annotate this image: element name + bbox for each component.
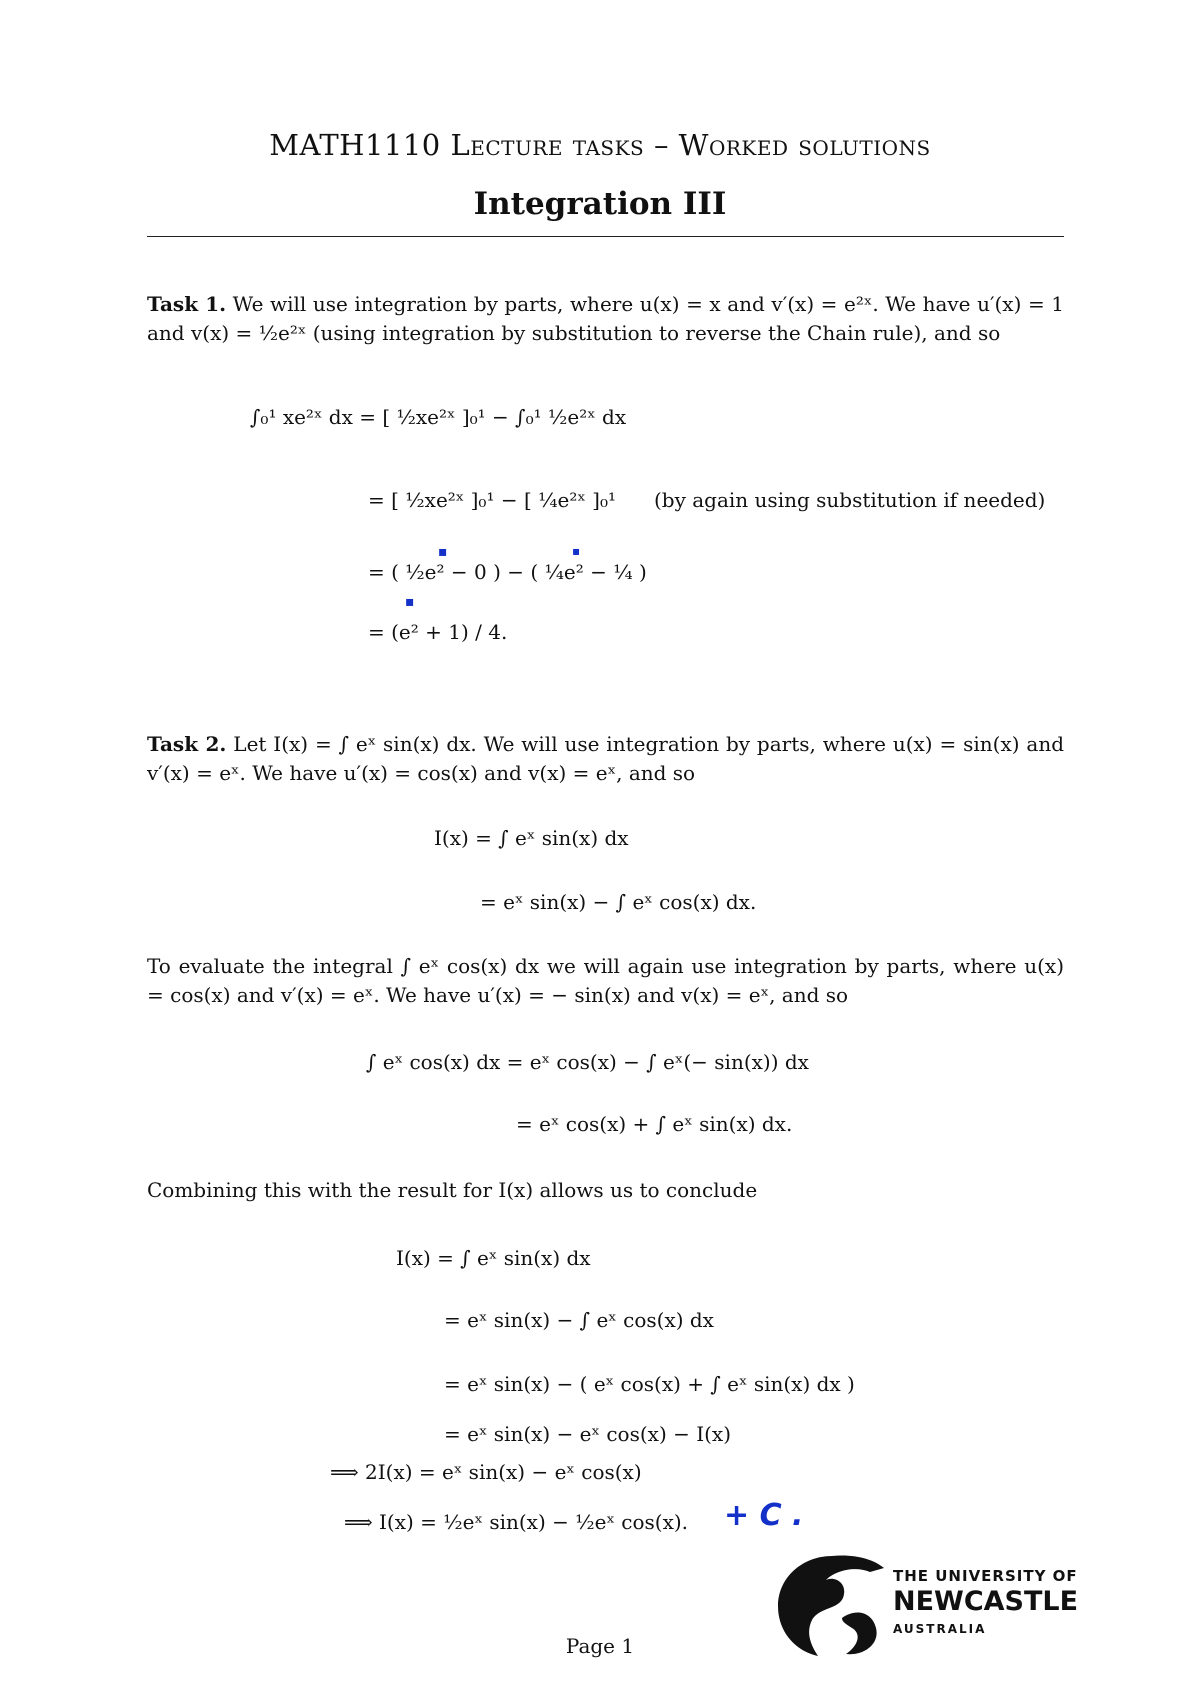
task1-equation-1: ∫₀¹ xe²ˣ dx = [ ½xe²ˣ ]₀¹ − ∫₀¹ ½e²ˣ dx: [250, 405, 627, 429]
task1-equation-4: = (e² + 1) / 4.: [368, 620, 508, 644]
task2-equation-1: I(x) = ∫ eˣ sin(x) dx: [434, 826, 629, 850]
task1-label: Task 1.: [147, 292, 227, 316]
task2-equation-7: = eˣ sin(x) − ( eˣ cos(x) + ∫ eˣ sin(x) dx ): [444, 1372, 855, 1396]
document-subtitle: Integration III: [473, 186, 727, 222]
task2-paragraph: [147, 730, 1064, 788]
task2-paragraph-c: Combining this with the result for I(x) allows us to conclude: [147, 1178, 758, 1202]
handwritten-mark: ▪: [572, 544, 581, 558]
handwritten-plus-c: + C .: [724, 1498, 804, 1533]
task2-equation-2: = eˣ sin(x) − ∫ eˣ cos(x) dx.: [480, 890, 757, 914]
task1-intro-text: We will use integration by parts, where u(x) = x and v′(x) = e²ˣ. We have u′(x) = 1 and v(x) = ½e²ˣ (using integration by substitution to reverse the Chain rule), and so: [147, 292, 1064, 345]
handwritten-mark: ▪: [405, 594, 415, 610]
task2-equation-4: = eˣ cos(x) + ∫ eˣ sin(x) dx.: [516, 1112, 793, 1136]
task1-equation-2: = [ ½xe²ˣ ]₀¹ − [ ¼e²ˣ ]₀¹: [368, 488, 617, 512]
logo-line-3: AUSTRALIA: [893, 1622, 987, 1636]
task2-equation-8: = eˣ sin(x) − eˣ cos(x) − I(x): [444, 1422, 732, 1446]
task2-equation-5: I(x) = ∫ eˣ sin(x) dx: [396, 1246, 591, 1270]
task1-equation-2-note: (by again using substitution if needed): [654, 488, 1046, 512]
task1-equation-3: = ( ½e² − 0 ) − ( ¼e² − ¼ ): [368, 560, 647, 584]
task1-paragraph: [147, 290, 1064, 348]
handwritten-mark: ▪: [438, 544, 448, 560]
page-number: Page 1: [565, 1634, 635, 1658]
task2-equation-3: ∫ eˣ cos(x) dx = eˣ cos(x) − ∫ eˣ(− sin(x)) dx: [366, 1050, 809, 1074]
task2-equation-10: ⟹ I(x) = ½eˣ sin(x) − ½eˣ cos(x).: [344, 1510, 689, 1534]
header-rule: [147, 236, 1064, 237]
task2-intro-text: Let I(x) = ∫ eˣ sin(x) dx. We will use integration by parts, where u(x) = sin(x) and v′(x) = eˣ. We have u′(x) = cos(x) and v(x) = eˣ, and so: [147, 732, 1064, 785]
document-title: MATH1110 Lecture tasks – Worked solutions: [269, 128, 931, 162]
logo-line-1: THE UNIVERSITY OF: [893, 1567, 1078, 1585]
logo-line-2: NEWCASTLE: [893, 1586, 1079, 1617]
task2-equation-9: ⟹ 2I(x) = eˣ sin(x) − eˣ cos(x): [330, 1460, 642, 1484]
task2-equation-6: = eˣ sin(x) − ∫ eˣ cos(x) dx: [444, 1308, 714, 1332]
task2-paragraph-b: To evaluate the integral ∫ eˣ cos(x) dx we will again use integration by parts, where u(x) = cos(x) and v′(x) = eˣ. We have u′(x) = − sin(x) and v(x) = eˣ, and so: [147, 954, 1064, 1007]
task2-label: Task 2.: [147, 732, 227, 756]
